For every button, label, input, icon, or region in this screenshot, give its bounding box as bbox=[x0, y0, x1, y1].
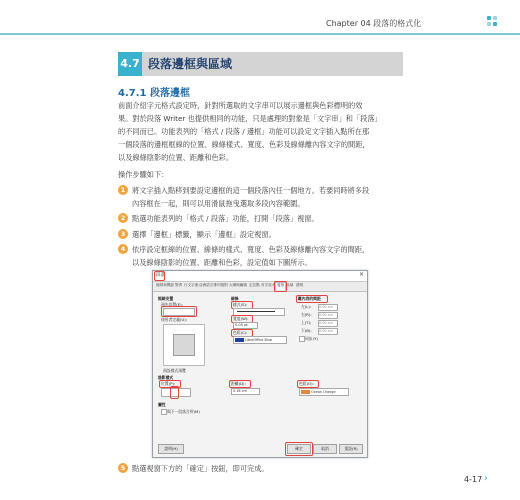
width-label: 寬度(W): bbox=[233, 316, 249, 321]
step-line: 內容框在一起，則可以用滑鼠拖曳選取多段內容範圍。 bbox=[132, 199, 305, 208]
sync-label: 同步(Y) bbox=[305, 336, 318, 341]
dialog-tabs bbox=[153, 282, 367, 292]
style-label: 樣式(S): bbox=[233, 302, 248, 307]
merge-label: 與下一段落合併(M) bbox=[167, 409, 200, 414]
intro-line: 果。對於段落 Writer 也提供相同的功能，只是處理的對象是「文字串」和「段落」 bbox=[118, 114, 382, 123]
step-number: 5 bbox=[118, 463, 128, 473]
shadow-color-highlight bbox=[297, 380, 319, 388]
left-label: 左(L): bbox=[301, 304, 312, 309]
cancel-button[interactable]: 取消 bbox=[313, 444, 337, 454]
dialog-titlebar bbox=[153, 271, 367, 282]
color-label: 色彩(C): bbox=[233, 330, 248, 335]
steps-intro: 操作步驟如下： bbox=[118, 170, 169, 179]
border-preview[interactable] bbox=[163, 324, 205, 366]
step-number: 3 bbox=[118, 229, 128, 239]
close-icon[interactable]: × bbox=[358, 271, 364, 278]
line-label: 線條 bbox=[231, 296, 239, 301]
tab-transparency[interactable]: 透明 bbox=[296, 283, 304, 287]
distance-highlight bbox=[229, 380, 251, 388]
ok-highlight bbox=[285, 442, 313, 456]
distance-input[interactable]: 0.18 cm bbox=[231, 388, 260, 395]
tab-outline[interactable]: 大綱與編號 bbox=[229, 283, 247, 287]
color-select[interactable] bbox=[233, 336, 287, 344]
left-input[interactable]: 0.00 cm bbox=[318, 304, 338, 311]
distance-label: 距離(D): bbox=[231, 381, 246, 386]
top-input[interactable]: 0.00 cm bbox=[318, 320, 338, 327]
top-label: 上(T): bbox=[301, 320, 312, 325]
help-button[interactable]: 說明(H) bbox=[158, 444, 184, 454]
step-number: 4 bbox=[118, 244, 128, 254]
shadow-color-label: 色彩(O): bbox=[299, 381, 314, 386]
shadow-color-select[interactable] bbox=[299, 388, 349, 396]
properties-label: 屬性 bbox=[158, 402, 166, 407]
chevron-right-icon: › bbox=[484, 473, 488, 484]
shadow-label: 陰影樣式 bbox=[158, 375, 174, 380]
bottom-label: 下(B): bbox=[301, 328, 312, 333]
right-label: 右(R): bbox=[301, 312, 312, 317]
step-line: 選擇「邊框」標籤，顯示「邊框」設定視窗。 bbox=[132, 230, 276, 239]
section-title: 段落邊框與區域 bbox=[148, 57, 233, 71]
right-input[interactable]: 0.00 cm bbox=[318, 312, 338, 319]
padding-highlight bbox=[296, 295, 328, 303]
intro-line: 以及線條陰影的位置、距離和色彩。 bbox=[118, 153, 234, 162]
intro-line: 前面介紹字元格式設定時，針對所選取的文字串可以展示邊框與色彩標明的效 bbox=[118, 101, 363, 110]
shadow-color-value: Ocean Orange bbox=[311, 390, 336, 394]
color-value: LibreOffice Blue bbox=[245, 338, 272, 342]
step-number: 1 bbox=[118, 185, 128, 195]
user-defined-label: 使用者定義(U): bbox=[161, 317, 188, 322]
shadow-position-highlight bbox=[170, 386, 179, 399]
tab-tabs[interactable]: 定位點 bbox=[249, 283, 260, 287]
tab-borders[interactable]: 邊框 bbox=[275, 282, 286, 290]
preview-label: 預設樣式預覽 bbox=[163, 368, 186, 373]
header-rule bbox=[0, 33, 520, 35]
tab-dropcaps[interactable]: 首字放大 bbox=[261, 283, 276, 287]
bottom-input[interactable]: 0.00 cm bbox=[318, 328, 338, 335]
tab-highlight bbox=[274, 281, 287, 292]
header-dots-icon bbox=[487, 16, 499, 28]
intro-paragraph bbox=[118, 99, 418, 164]
preset-highlight bbox=[161, 306, 197, 317]
ok-button[interactable]: 確定 bbox=[287, 444, 311, 454]
step-line: 點選功能表列的「格式 / 段落」功能，打開「段落」視窗。 bbox=[132, 214, 319, 223]
preset-label: 預先設置(E): bbox=[161, 302, 183, 307]
position-label: 位置(P): bbox=[161, 381, 176, 386]
page-number: 4-17 bbox=[464, 475, 483, 484]
section-number: 4.7 bbox=[118, 52, 142, 76]
step-line: 以及線條陰影的位置、距離和色彩，設定值如下圖所示。 bbox=[132, 258, 312, 267]
step-line: 依序設定框線的位置、線條的樣式、寬度、色彩及線條離內容文字的間距， bbox=[132, 245, 370, 254]
tab-area[interactable]: 區域 bbox=[286, 283, 294, 287]
tab-asian[interactable]: 亞洲語言排印規則 bbox=[199, 283, 228, 287]
tab-textflow[interactable]: 行文字流 bbox=[184, 283, 199, 287]
tab-indent[interactable]: 縮排和間距 bbox=[156, 283, 174, 287]
tab-align[interactable]: 對齊 bbox=[175, 283, 183, 287]
width-input[interactable]: 0.05 pt bbox=[233, 322, 258, 329]
step-line: 點選視窗下方的「確定」按鈕，即可完成。 bbox=[132, 464, 269, 473]
paragraph-dialog bbox=[152, 270, 368, 458]
subsection-title: 4.7.1 段落邊框 bbox=[118, 88, 190, 99]
step-line: 將文字插入點移到要設定邊框的這一個段落內任一個地方。若要同時將多段 bbox=[132, 186, 370, 195]
intro-line: 的不同而已。功能表列的「格式 / 段落 / 邊框」功能可以設定文字插入點所在那 bbox=[118, 127, 370, 136]
padding-label: 離內容的間距 bbox=[298, 296, 321, 301]
chapter-header: Chapter 04 段落的格式化 bbox=[326, 19, 422, 28]
line-arrangement-label: 框線安置 bbox=[158, 296, 174, 301]
dialog-title: 段落 bbox=[156, 273, 165, 278]
step-number: 2 bbox=[118, 213, 128, 223]
reset-button[interactable]: 重設(R) bbox=[339, 444, 363, 454]
intro-line: 一個段落的邊框框線的位置、線條樣式、寬度、色彩及線條離內容文字的間距， bbox=[118, 140, 370, 149]
title-highlight bbox=[154, 271, 165, 281]
